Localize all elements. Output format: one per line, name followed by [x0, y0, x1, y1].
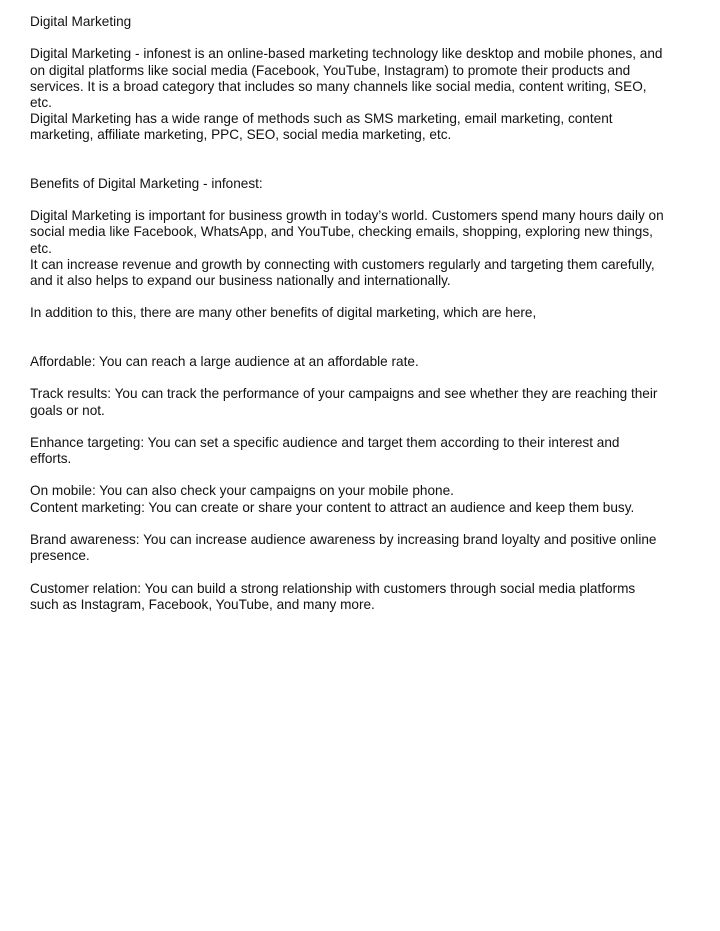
spacer — [30, 322, 696, 338]
benefit-track-results: Track results: You can track the performance of your campaigns and see whether they are reaching their — [30, 386, 658, 402]
spacer — [30, 289, 696, 305]
spacer — [30, 192, 696, 208]
intro-line: on digital platforms like social media (Facebook, YouTube, Instagram) to promote their products and — [30, 62, 631, 78]
intro-line: Digital Marketing - infonest is an online-based marketing technology like desktop and mobile phones, and — [30, 46, 663, 62]
intro-line: Digital Marketing has a wide range of methods such as SMS marketing, email marketing, content — [30, 111, 613, 127]
importance-line: etc. — [30, 240, 52, 256]
spacer — [30, 370, 696, 386]
spacer — [30, 467, 696, 483]
benefit-brand-awareness: presence. — [30, 548, 90, 564]
benefit-on-mobile: On mobile: You can also check your campaigns on your mobile phone. — [30, 483, 454, 499]
document-title: Digital Marketing — [30, 14, 132, 29]
spacer — [30, 419, 696, 435]
importance-line: It can increase revenue and growth by connecting with customers regularly and targeting them carefully, — [30, 256, 655, 272]
addition-line: In addition to this, there are many other benefits of digital marketing, which are here, — [30, 305, 537, 321]
intro-line: etc. — [30, 94, 52, 110]
spacer — [30, 144, 696, 160]
spacer — [30, 338, 696, 354]
intro-line: marketing, affiliate marketing, PPC, SEO, social media marketing, etc. — [30, 127, 452, 143]
spacer — [30, 30, 696, 46]
benefit-customer-relation: such as Instagram, Facebook, YouTube, and many more. — [30, 596, 375, 612]
importance-line: social media like Facebook, WhatsApp, and YouTube, checking emails, shopping, exploring new things, — [30, 224, 653, 240]
benefit-enhance-targeting: efforts. — [30, 451, 72, 467]
benefit-brand-awareness: Brand awareness: You can increase audience awareness by increasing brand loyalty and positive online — [30, 532, 657, 547]
benefit-track-results: goals or not. — [30, 402, 105, 418]
spacer — [30, 160, 696, 176]
intro-line: services. It is a broad category that includes so many channels like social media, content writing, SEO, — [30, 78, 647, 94]
document-body — [30, 14, 696, 613]
benefit-affordable: Affordable: You can reach a large audience at an affordable rate. — [30, 353, 419, 369]
benefit-customer-relation: Customer relation: You can build a strong relationship with customers through social media platforms — [30, 580, 636, 596]
spacer — [30, 564, 696, 580]
benefits-heading: Benefits of Digital Marketing - infonest: — [30, 175, 263, 191]
importance-line: and it also helps to expand our business nationally and internationally. — [30, 273, 451, 288]
importance-line: Digital Marketing is important for business growth in today’s world. Customers spend many hours daily on — [30, 208, 664, 224]
benefit-enhance-targeting: Enhance targeting: You can set a specific audience and target them according to their interest and — [30, 434, 620, 450]
spacer — [30, 516, 696, 532]
benefit-content-marketing: Content marketing: You can create or share your content to attract an audience and keep them busy. — [30, 499, 635, 515]
